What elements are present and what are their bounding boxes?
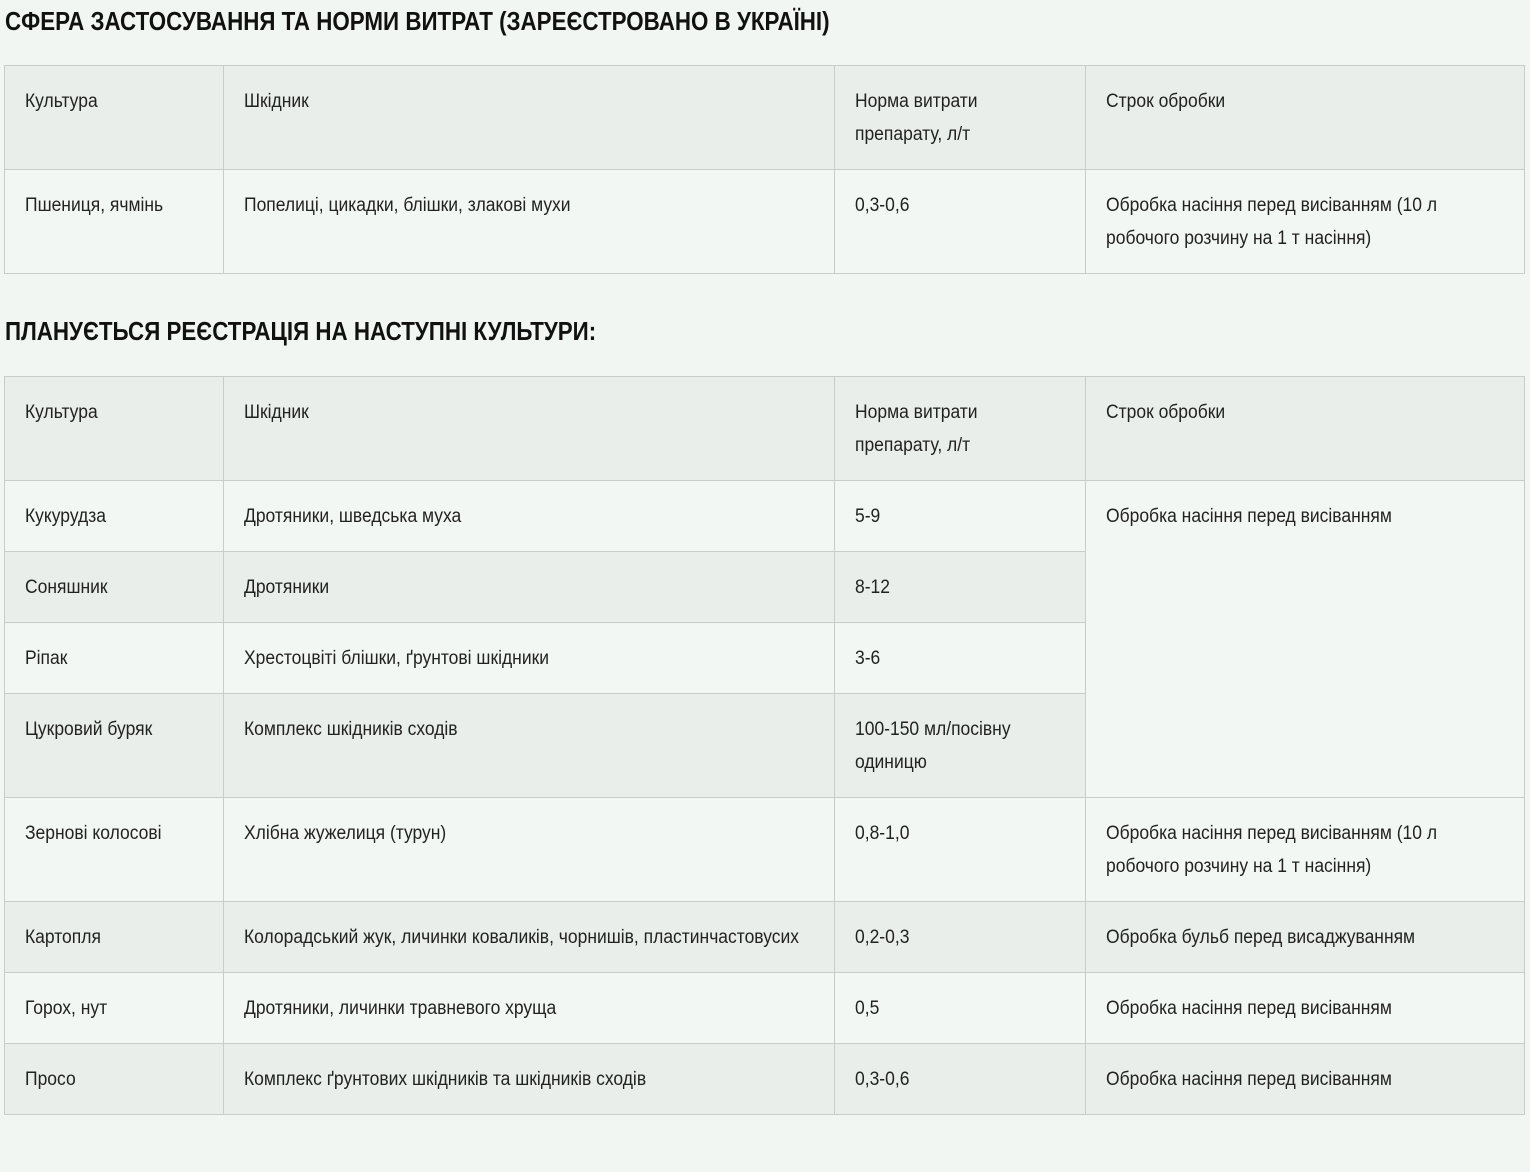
header-timing: Строк обробки: [1086, 66, 1525, 170]
table-row: [5, 798, 1525, 902]
header-rate: Норма витрати препарату, л/т: [835, 66, 1086, 170]
cell-culture: Кукурудза: [5, 481, 224, 552]
cell-pest: Хрестоцвіті блішки, ґрунтові шкідники: [224, 623, 835, 694]
header-rate: Норма витрати препарату, л/т: [835, 377, 1086, 481]
cell-rate: 5-9: [835, 481, 1086, 552]
cell-timing: Обробка насіння перед висіванням: [1086, 481, 1525, 798]
header-culture: Культура: [5, 66, 224, 170]
cell-culture: Пшениця, ячмінь: [5, 170, 224, 274]
cell-pest: Колорадський жук, личинки коваликів, чорнишів, пластинчастовусих: [224, 902, 835, 973]
cell-timing: Обробка бульб перед висаджуванням: [1086, 902, 1525, 973]
table-row: [5, 902, 1525, 973]
header-culture: Культура: [5, 377, 224, 481]
cell-rate: 0,2-0,3: [835, 902, 1086, 973]
cell-pest: Попелиці, цикадки, блішки, злакові мухи: [224, 170, 835, 274]
cell-culture: Горох, нут: [5, 973, 224, 1044]
cell-rate: 0,3-0,6: [835, 170, 1086, 274]
cell-rate: 0,3-0,6: [835, 1044, 1086, 1115]
header-pest: Шкідник: [224, 66, 835, 170]
cell-culture: Картопля: [5, 902, 224, 973]
table-row: [5, 1044, 1525, 1115]
cell-pest: Дротяники, шведська муха: [224, 481, 835, 552]
cell-pest: Хлібна жужелиця (турун): [224, 798, 835, 902]
cell-rate: 8-12: [835, 552, 1086, 623]
cell-timing: Обробка насіння перед висіванням: [1086, 1044, 1525, 1115]
header-pest: Шкідник: [224, 377, 835, 481]
cell-pest: Дротяники, личинки травневого хруща: [224, 973, 835, 1044]
cell-pest: Комплекс шкідників сходів: [224, 694, 835, 798]
header-timing: Строк обробки: [1086, 377, 1525, 481]
cell-culture: Ріпак: [5, 623, 224, 694]
registered-section-title: СФЕРА ЗАСТОСУВАННЯ ТА НОРМИ ВИТРАТ (ЗАРЕЄСТРОВАНО В УКРАЇНІ): [5, 6, 830, 36]
planned-section-title: ПЛАНУЄТЬСЯ РЕЄСТРАЦІЯ НА НАСТУПНІ КУЛЬТУРИ:: [5, 316, 597, 346]
cell-timing: Обробка насіння перед висіванням: [1086, 973, 1525, 1044]
cell-rate: 100-150 мл/посівну одиницю: [835, 694, 1086, 798]
cell-culture: Зернові колосові: [5, 798, 224, 902]
cell-rate: 0,8-1,0: [835, 798, 1086, 902]
cell-culture: Просо: [5, 1044, 224, 1115]
cell-rate: 3-6: [835, 623, 1086, 694]
cell-timing: Обробка насіння перед висіванням (10 л робочого розчину на 1 т насіння): [1086, 170, 1525, 274]
table-row: [5, 481, 1525, 552]
cell-timing: Обробка насіння перед висіванням (10 л робочого розчину на 1 т насіння): [1086, 798, 1525, 902]
table-header-row: [5, 377, 1525, 481]
planned-registration-table: [4, 376, 1525, 1115]
table-row: [5, 170, 1525, 274]
table-header-row: [5, 66, 1525, 170]
cell-rate: 0,5: [835, 973, 1086, 1044]
table-row: [5, 973, 1525, 1044]
registered-usage-table: [4, 65, 1525, 274]
cell-culture: Соняшник: [5, 552, 224, 623]
cell-culture: Цукровий буряк: [5, 694, 224, 798]
cell-pest: Дротяники: [224, 552, 835, 623]
cell-pest: Комплекс ґрунтових шкідників та шкідників сходів: [224, 1044, 835, 1115]
